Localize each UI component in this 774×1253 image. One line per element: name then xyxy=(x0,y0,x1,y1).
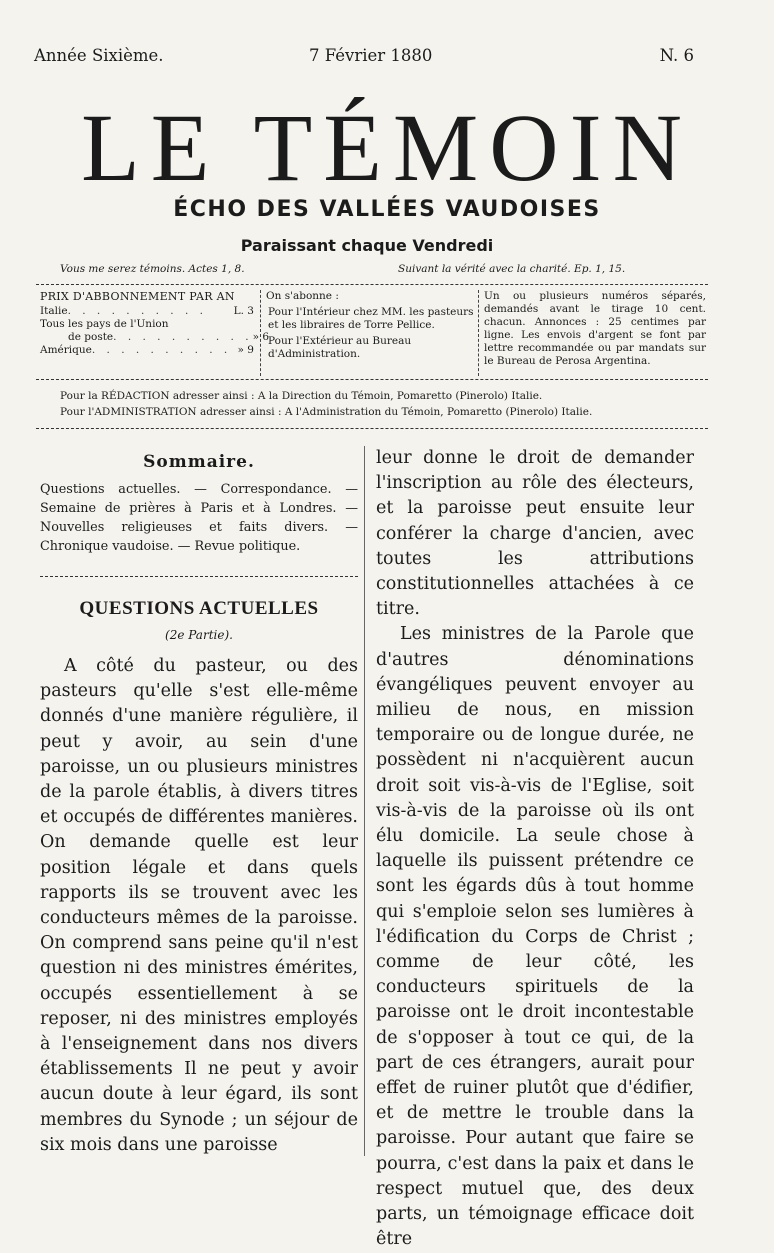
administration-address: Pour l'ADMINISTRATION adresser ainsi : A l'Administration du Témoin, Pomaretto (Pinerolo) Italie. xyxy=(60,406,593,418)
motto-right: Suivant la vérité avec la charité. Ep. 1, 15. xyxy=(398,263,626,275)
sommaire-separator xyxy=(40,576,358,577)
redaction-address: Pour la RÉDACTION adresser ainsi : A la Direction du Témoin, Pomaretto (Pinerolo) Italie. xyxy=(60,390,543,402)
year-label: Année Sixième. xyxy=(34,46,164,65)
interior-info: Pour l'Intérieur chez MM. les pasteurs et les libraires de Torre Pellice. xyxy=(268,306,474,331)
where-subscribe xyxy=(266,290,474,361)
notices: Un ou plusieurs numéros séparés, demandés avant le tirage 10 cent. chacun. Annonces : 25 centimes par ligne. Les envois d'argent se font par lettre recommandée ou par mandats sur le Bureau de Perosa Argentina. xyxy=(484,290,706,367)
issue-number: N. 6 xyxy=(659,46,694,65)
price-row: Italie . . . . . . . . . . L. 3 xyxy=(40,305,254,317)
newspaper-subtitle: ÉCHO DES VALLÉES VAUDOISES xyxy=(173,197,601,222)
price-row: de poste . . . . . . . . . . » 6 xyxy=(68,331,270,343)
article-column-right xyxy=(376,446,694,1253)
issue-date: 7 Février 1880 xyxy=(309,46,433,65)
addresses xyxy=(60,388,710,420)
newspaper-title: LE TÉMOIN xyxy=(81,94,693,201)
sommaire-title: Sommaire. xyxy=(143,452,255,472)
article-part: (2e Partie). xyxy=(165,628,233,642)
publication-frequency: Paraissant chaque Vendredi xyxy=(240,236,494,255)
where-heading: On s'abonne : xyxy=(266,290,339,302)
sommaire-text: Questions actuelles. — Correspondance. — Semaine de prières à Paris et à Londres. — Nouvelles religieuses et faits divers. — Chronique vaudoise. — Revue politique. xyxy=(40,482,358,554)
subscription-prices xyxy=(40,290,270,357)
motto-left: Vous me serez témoins. Actes 1, 8. xyxy=(60,263,245,275)
exterior-info: Pour l'Extérieur au Bureau d'Administration. xyxy=(268,335,412,360)
price-row: Tous les pays de l'Union xyxy=(40,318,169,330)
article-paragraph: leur donne le droit de demander l'inscription au rôle des électeurs, et la paroisse peut ensuite leur conférer la charge d'ancien, avec toutes les attributions constitutionnelles attachées à ce titre. xyxy=(376,448,694,620)
masthead-info-line xyxy=(34,46,700,72)
article-column-left xyxy=(40,654,358,1158)
price-row: Amérique . . . . . . . . . . » 9 xyxy=(40,344,254,356)
article-paragraph: A côté du pasteur, ou des pasteurs qu'elle s'est elle-même donnés d'une manière régulière, il peut y avoir, au sein d'une paroisse, un ou plusieurs ministres de la parole établis, à divers titres et occupés de différentes manières. On demande quelle est leur position légale et dans quels rapports ils se trouvent avec les conducteurs mêmes de la paroisse. On comprend sans peine qu'il n'est question ni des ministres émérites, occupés essentiellement à se reposer, ni des ministres employés à l'enseignement dans nos divers établissements Il ne peut y avoir aucun doute à leur égard, ils sont membres du Synode ; un séjour de six mois dans une paroisse xyxy=(40,656,358,1155)
header-separator xyxy=(36,428,708,429)
column-rule xyxy=(364,446,365,1156)
subscription-heading: PRIX D'ABBONNEMENT PAR AN xyxy=(40,290,235,303)
article-paragraph: Les ministres de la Parole que d'autres dénominations évangéliques peuvent envoyer au milieu de nous, en mission temporaire ou de longue durée, ne possèdent ni n'acquièrent aucun droit soit vis-à-vis de l'Eglise, soit vis-à-vis de la paroisse où ils ont élu domicile. La seule chose à laquelle ils puissent prétendre ce sont les égards dûs à tout homme qui s'emploie selon ses lumières à l'édification du Corps de Christ ; comme de leur côté, les conducteurs spirituels de la paroisse ont le droit incontestable de s'opposer à tout ce qui, de la part de ces étrangers, aurait pour effet de ruiner plutôt que d'édifier, et de mettre le trouble dans la paroisse. Pour autant que faire se pourra, c'est dans la paix et dans le respect mutuel que, des deux parts, un témoignage efficace doit être xyxy=(376,624,694,1250)
box-divider xyxy=(478,290,479,376)
box-divider xyxy=(260,290,261,376)
article-title: QUESTIONS ACTUELLES xyxy=(79,598,319,619)
